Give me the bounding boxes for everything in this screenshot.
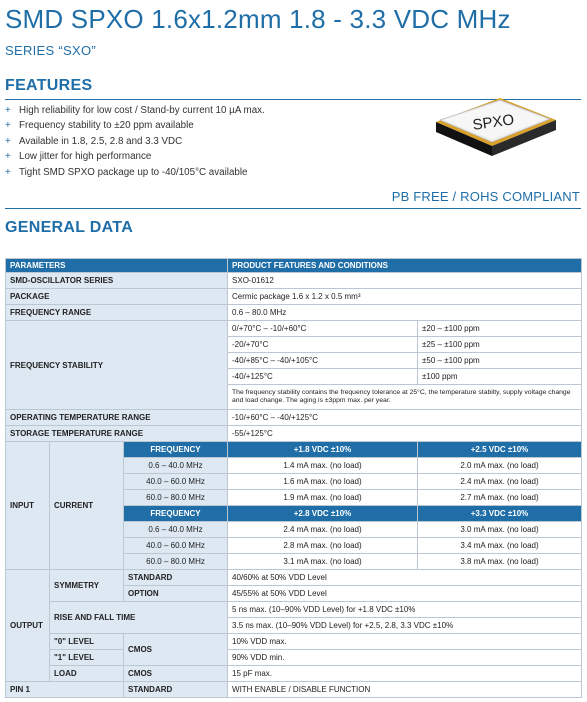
table-row: INPUT CURRENT FREQUENCY +1.8 VDC ±10% +2.5 VDC ±10% xyxy=(6,442,582,458)
table-header-row xyxy=(6,259,582,273)
table-row: PIN 1 STANDARD WITH ENABLE / DISABLE FUNCTION xyxy=(6,682,582,698)
table-row: RISE AND FALL TIME 5 ns max. (10–90% VDD Level) for +1.8 VDC ±10% xyxy=(6,602,582,618)
feature-item: + Available in 1.8, 2.5, 2.8 and 3.3 VDC xyxy=(5,134,265,149)
feature-item: + Low jitter for high performance xyxy=(5,149,265,164)
bullet-icon: + xyxy=(5,120,11,132)
table-row: SMD-OSCILLATOR SERIES SXO-01612 xyxy=(6,273,582,289)
header-features: PRODUCT FEATURES AND CONDITIONS xyxy=(228,259,582,273)
feature-item: + Tight SMD SPXO package up to -40/105°C available xyxy=(5,165,265,180)
bullet-icon: + xyxy=(5,166,11,178)
table-row: 60.0 – 80.0 MHz 3.1 mA max. (no load) 3.8 mA max. (no load) xyxy=(6,554,582,570)
table-row: 60.0 – 80.0 MHz 1.9 mA max. (no load) 2.7 mA max. (no load) xyxy=(6,490,582,506)
table-row: -40/+85°C – -40/+105°C ±50 – ±100 ppm xyxy=(6,353,582,369)
page-title: SMD SPXO 1.6x1.2mm 1.8 - 3.3 VDC MHz xyxy=(5,4,511,34)
table-row: 40.0 – 60.0 MHz 1.6 mA max. (no load) 2.4 mA max. (no load) xyxy=(6,474,582,490)
table-row: FREQUENCY +2.8 VDC ±10% +3.3 VDC ±10% xyxy=(6,506,582,522)
table-row: FREQUENCY STABILITY 0/+70°C – -10/+60°C ±20 – ±100 ppm xyxy=(6,321,582,337)
bullet-icon: + xyxy=(5,151,11,163)
table-row: 0.6 – 40.0 MHz 2.4 mA max. (no load) 3.0 mA max. (no load) xyxy=(6,522,582,538)
table-row: STORAGE TEMPERATURE RANGE -55/+125°C xyxy=(6,426,582,442)
table-row: FREQUENCY RANGE 0.6 – 80.0 MHz xyxy=(6,305,582,321)
table-row: 3.5 ns max. (10–90% VDD Level) for +2.5, 2.8, 3.3 VDC ±10% xyxy=(6,618,582,634)
table-row: -20/+70°C ±25 – ±100 ppm xyxy=(6,337,582,353)
header-parameters: PARAMETERS xyxy=(6,259,228,273)
table-row: PACKAGE Cermic package 1.6 x 1.2 x 0.5 mm³ xyxy=(6,289,582,305)
feature-item: + High reliability for low cost / Stand-by current 10 µA max. xyxy=(5,103,265,118)
table-row: OPERATING TEMPERATURE RANGE -10/+60°C – -40/+125°C xyxy=(6,410,582,426)
feature-item: + Frequency stability to ±20 ppm available xyxy=(5,118,265,133)
chip-label: SPXO xyxy=(471,111,516,134)
spxo-chip-image xyxy=(430,92,560,164)
table-row: "0" LEVEL CMOS 10% VDD max. xyxy=(6,634,582,650)
table-row: -40/+125°C ±100 ppm xyxy=(6,369,582,385)
features-list xyxy=(5,103,265,180)
table-row: 0.6 – 40.0 MHz 1.4 mA max. (no load) 2.0 mA max. (no load) xyxy=(6,458,582,474)
compliance-divider xyxy=(5,208,581,209)
general-data-heading: GENERAL DATA xyxy=(5,219,134,236)
bullet-icon: + xyxy=(5,135,11,147)
compliance-label: PB FREE / ROHS COMPLIANT xyxy=(391,189,580,204)
general-data-table xyxy=(5,258,582,698)
stability-note: The frequency stability contains the frequency tolerance at 25°C, the temperature stabilty, supply voltage change and load change. The aging is ±3ppm max. per year. xyxy=(228,385,582,410)
table-row: LOAD CMOS 15 pF max. xyxy=(6,666,582,682)
series-subtitle: SERIES “SXO” xyxy=(5,43,97,58)
bullet-icon: + xyxy=(5,105,11,116)
table-row: 40.0 – 60.0 MHz 2.8 mA max. (no load) 3.4 mA max. (no load) xyxy=(6,538,582,554)
features-heading: FEATURES xyxy=(5,77,93,94)
table-row: OUTPUT SYMMETRY STANDARD 40/60% at 50% VDD Level xyxy=(6,570,582,586)
table-row: OPTION 45/55% at 50% VDD Level xyxy=(6,586,582,602)
table-row: "1" LEVEL 90% VDD min. xyxy=(6,650,582,666)
